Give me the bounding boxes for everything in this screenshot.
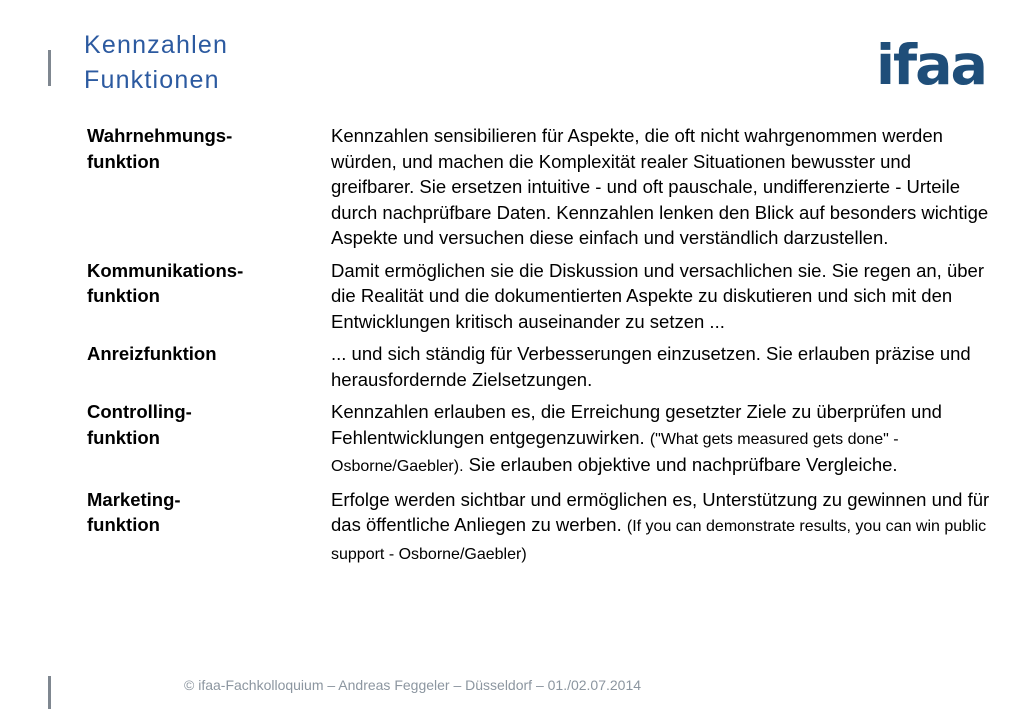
table-row <box>87 487 997 568</box>
table-row <box>87 258 997 335</box>
description-marketing: Erfolge werden sichtbar und ermöglichen es, Unterstützung zu gewinnen und für das öffentliche Anliegen zu werben. (If you can demonstrate results, you can win public support - Osborne/Gaebler) <box>331 488 990 563</box>
ifaa-logo <box>876 38 988 90</box>
term-wahrnehmung: Wahrnehmungs- funktion <box>87 125 233 172</box>
logo-text: ifaa <box>876 38 986 90</box>
title-line-1: Kennzahlen <box>84 31 229 59</box>
quote-osborne-gaebler: ("What gets measured gets done" - Osborne/Gaebler). <box>331 430 899 475</box>
quote-public-support: (If you can demonstrate results, you can win public support - Osborne/Gaebler) <box>331 518 987 563</box>
function-table <box>87 123 997 574</box>
term-marketing: Marketing- funktion <box>87 488 181 535</box>
accent-bar-bottom <box>48 676 51 709</box>
description-anreiz: ... und sich ständig für Verbesserungen einzusetzen. Sie erlauben präzise und herausfordernde Zielsetzungen. <box>331 343 971 390</box>
description-wahrnehmung: Kennzahlen sensibilieren für Aspekte, die oft nicht wahrgenommen werden würden, und machen die Komplexität realer Situationen bewusster und greifbarer. Sie ersetzen intuitive - und oft pauschale, undifferenzierte - Urteile durch nachprüfbare Daten. Kennzahlen lenken den Blick auf besonders wichtige Aspekte und versuchen diese einfach und verständlich darzustellen. <box>331 125 989 248</box>
term-anreiz: Anreizfunktion <box>87 343 217 364</box>
accent-bar-top <box>48 50 51 86</box>
footer-text: © ifaa-Fachkolloquium – Andreas Feggeler – Düsseldorf – 01./02.07.2014 <box>184 677 642 693</box>
title-line-2: Funktionen <box>84 66 220 94</box>
description-kommunikation: Damit ermöglichen sie die Diskussion und versachlichen sie. Sie regen an, über die Realität und die dokumentierten Aspekte zu diskutieren und sich mit den Entwicklungen kritisch auseinander zu setzen ... <box>331 259 984 332</box>
table-row <box>87 123 997 251</box>
page-title <box>84 28 228 98</box>
term-controlling: Controlling- funktion <box>87 401 192 448</box>
description-controlling: Kennzahlen erlauben es, die Erreichung gesetzter Ziele zu überprüfen und Fehlentwicklungen entgegenzuwirken. ("What gets measured gets done" - Osborne/Gaebler). Sie erlauben objektive und nachprüfbare Vergleiche. <box>331 401 942 475</box>
term-kommunikation: Kommunikations- funktion <box>87 259 244 306</box>
table-row <box>87 399 997 480</box>
table-row <box>87 341 997 392</box>
